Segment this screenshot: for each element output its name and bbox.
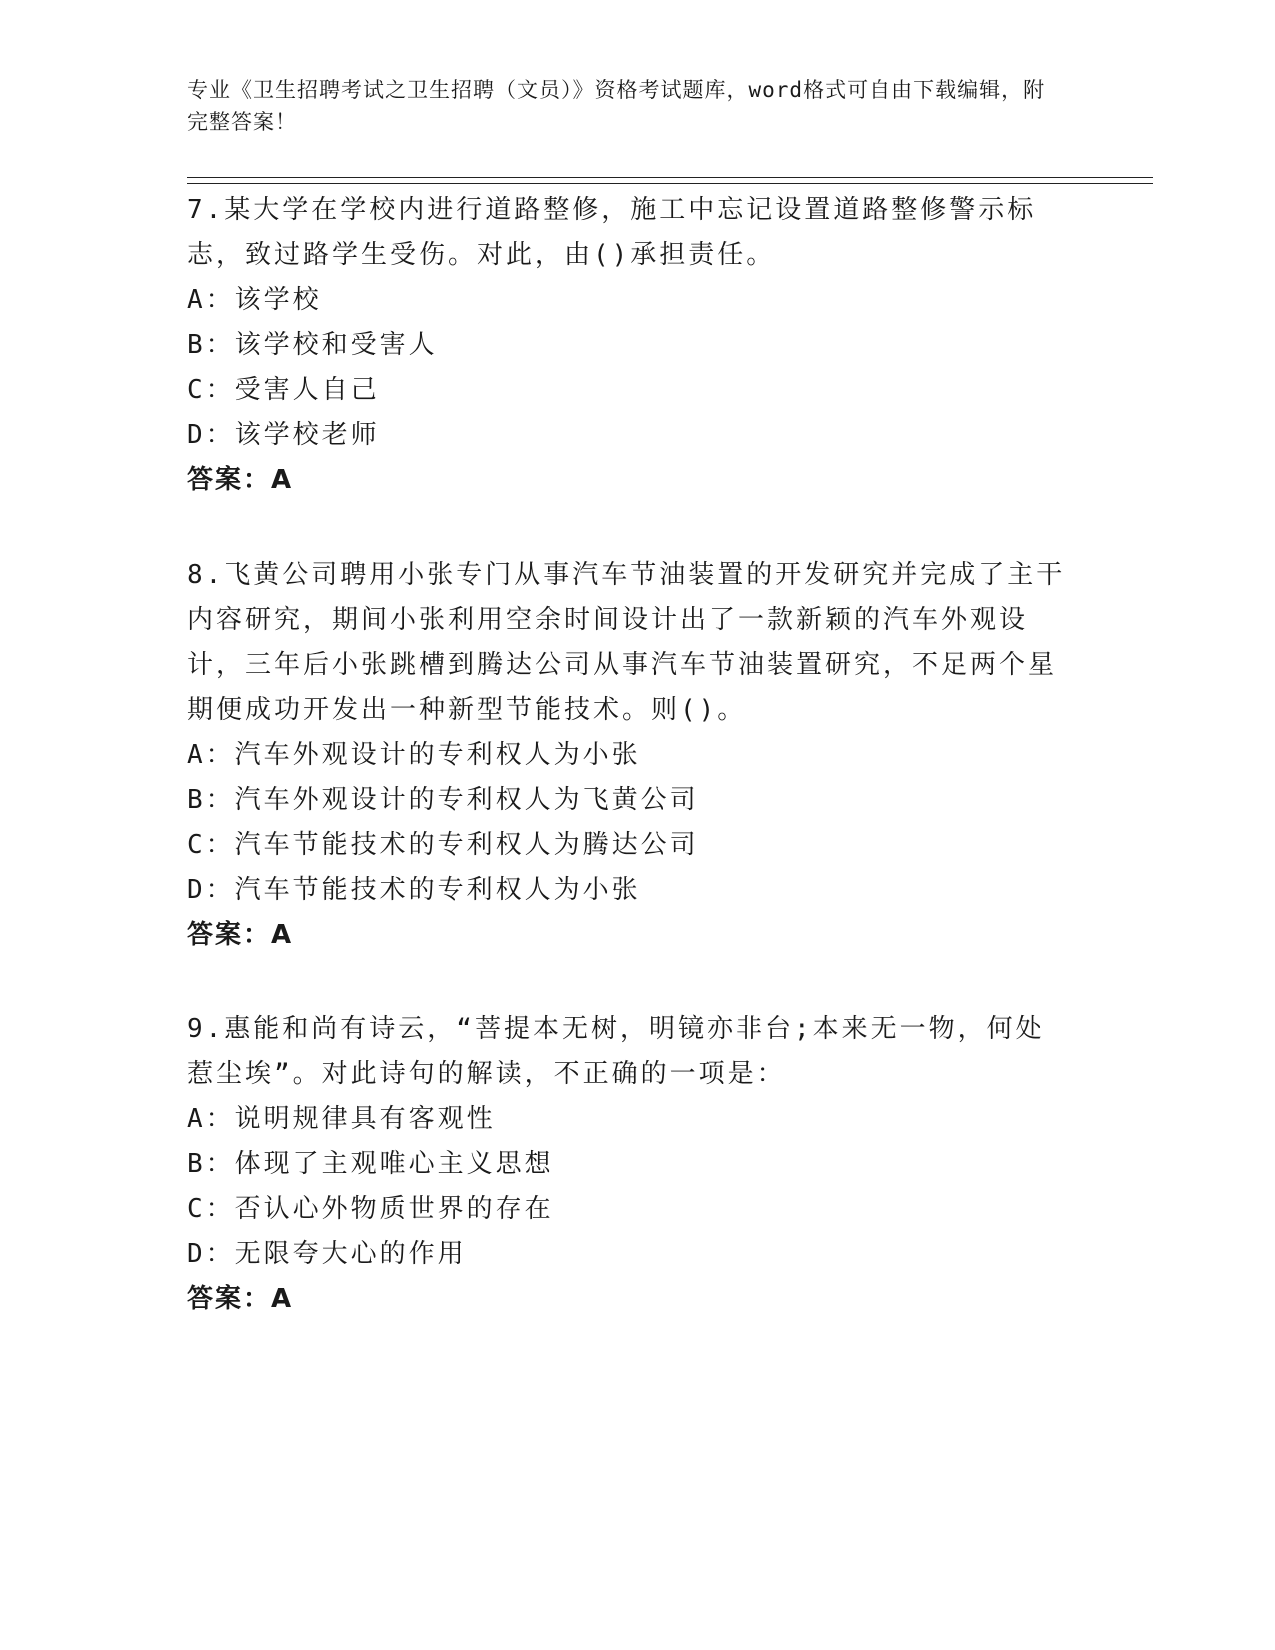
question-block <box>187 1007 1067 1322</box>
option-a: A：该学校 <box>187 285 322 315</box>
option-b: B：体现了主观唯心主义思想 <box>187 1149 554 1179</box>
question-stem: 7.某大学在学校内进行道路整修，施工中忘记设置道路整修警示标志，致过路学生受伤。对此，由()承担责任。 <box>187 195 1037 270</box>
option-d: D：该学校老师 <box>187 420 380 450</box>
question-stem: 9.惠能和尚有诗云，“菩提本无树，明镜亦非台;本来无一物，何处惹尘埃”。对此诗句的解读，不正确的一项是： <box>187 1014 1045 1089</box>
answer-line: 答案：A <box>187 465 294 495</box>
option-d: D：无限夸大心的作用 <box>187 1239 467 1269</box>
option-d: D：汽车节能技术的专利权人为小张 <box>187 875 641 905</box>
option-a: A：说明规律具有客观性 <box>187 1104 496 1134</box>
document-intro: 专业《卫生招聘考试之卫生招聘（文员）》资格考试题库，word格式可自由下载编辑，附完整答案！ <box>187 78 1046 134</box>
option-a: A：汽车外观设计的专利权人为小张 <box>187 740 641 770</box>
option-c: C：否认心外物质世界的存在 <box>187 1194 554 1224</box>
option-b: B：该学校和受害人 <box>187 330 438 360</box>
question-block <box>187 188 1067 503</box>
option-c: C：汽车节能技术的专利权人为腾达公司 <box>187 830 699 860</box>
answer-line: 答案：A <box>187 1284 294 1314</box>
question-stem: 8.飞黄公司聘用小张专门从事汽车节油装置的开发研究并完成了主干内容研究，期间小张利用空余时间设计出了一款新颖的汽车外观设计，三年后小张跳槽到腾达公司从事汽车节油装置研究，不足两个星期便成功开发出一种新型节能技术。则()。 <box>187 560 1066 725</box>
header-divider-bottom <box>187 183 1153 184</box>
option-b: B：汽车外观设计的专利权人为飞黄公司 <box>187 785 699 815</box>
question-block <box>187 553 1067 958</box>
answer-line: 答案：A <box>187 920 294 950</box>
option-c: C：受害人自己 <box>187 375 380 405</box>
header-divider-top <box>187 177 1153 178</box>
